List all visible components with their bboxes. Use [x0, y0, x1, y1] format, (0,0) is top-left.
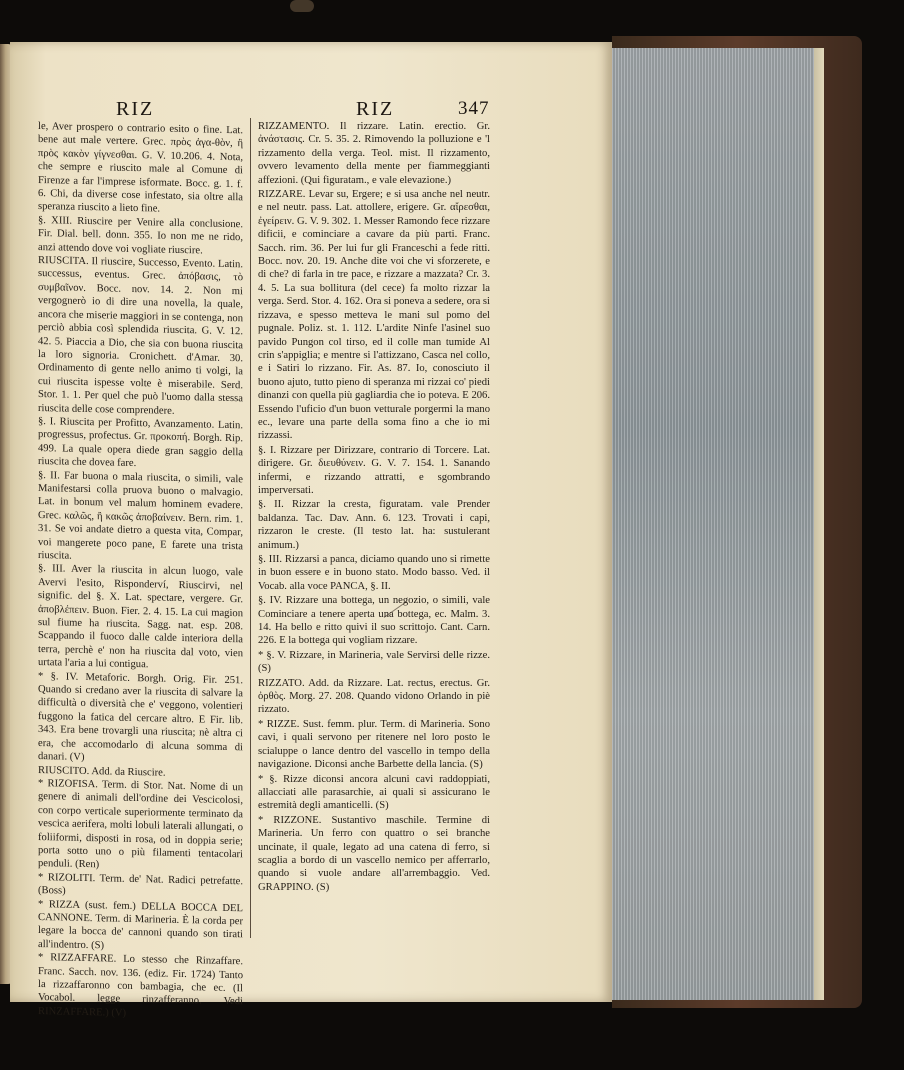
entry-paragraph: §. II. Rizzar la cresta, figuratam. vale Prender baldanza. Tac. Dav. Ann. 6. 123. Trovati i capi, rizzaron le creste. (Il testo lat. ha: sustulerant animum.)	[258, 499, 490, 551]
entry-paragraph: * RIZZAFFARE. Lo stesso che Rinzaffare. Franc. Sacch. nov. 136. (ediz. Fir. 1724) Tanto la rizzaffaronno con bambagia, che ec. (Il Vocabol. legge rinzafferanno. Vedi RINZAFFARE.) (V)	[38, 952, 243, 1019]
running-head-right: RIZ	[356, 98, 395, 120]
entry-paragraph: RIZZARE. Levar su, Ergere; e si usa anche nel neutr. e nel neutr. pass. Lat. attollere, erigere. Gr. αἴρεσθαι, ἐγείρειν. G. V. 9. 302. 1. Messer Ramondo fece rizzare dificii, e cominciare a cavare da più parti. Franc. Sacch. rim. 36. Per lui fur gli Franceschi a fede ritti. Bocc. nov. 20. 19. Anche dite voi che vi sforzerete, e di che? di farla in tre pace, e rizzare a mazzata? Cr. 3. 4. 5. La sua bollitura (del cece) fa molto rizzar la verga. Serd. Stor. 4. 162. Ora si poneva a sedere, ora si rizzava, e spesso metteva le mani sul pomo del pugnale. Poliz. st. 1. 112. L'ardite Ninfe l'asinel suo pavido Pungon col tirso, ed il colle man tumide Al crin s'appiglia; e mentre si l'attizzano, Casca nel collo, e i Satiri lo rizzano. Fir. As. 87. Io, conosciuto il buono ajuto, tutto pieno di speranza mi rizzai co' piedi dinanzi con quella più gagliardia che io poteva. E 206. Essendo l'uficio d'un buon vetturale porgermi la mano ec., levare una parte della soma fino a che io mi rizzassi.	[258, 189, 490, 442]
entry-paragraph: §. III. Rizzarsi a panca, diciamo quando uno si rimette in buon essere e in buono stato. Modo basso. Ved. il Vocab. alla voce PANCA, §. II.	[258, 554, 490, 592]
entry-paragraph: RIZZAMENTO. Il rizzare. Latin. erectio. Gr. ἀνάστασις. Cr. 5. 35. 2. Rimovendo la polluzione e 'l rizzamento della verga. Teol. mist. Il rizzamento, ovvero levamento della mente per fiammeggianti affezioni. (Qui figuratam., e vale elevazione.)	[258, 121, 490, 186]
endpaper-strip	[814, 48, 824, 1000]
entry-paragraph: §. III. Aver la riuscita in alcun luogo, vale Avervi l'esito, Risponderví, Riuscirvi, nel signific. del §. X. Lat. spectare, vergere. Gr. ἀποβλέπειν. Buon. Fier. 2. 4. 15. La cui magion sul fiume ha riuscita. Sagg. nat. esp. 208. Scappando il fuoco dalle calde interiora della terra, perchè e' non ha riuscita dal voto, vien urtata l'aria a lui contigua.	[38, 563, 243, 671]
entry-paragraph: * RIZOLITI. Term. de' Nat. Radici petrefatte. (Boss)	[38, 871, 243, 897]
entry-paragraph: * §. IV. Metaforic. Borgh. Orig. Fir. 251. Quando si credano aver la riuscita di salvare la difficultà o diversità che e' veggono, volentieri fuggono la fatica del cercare altro. E Fir. lib. 343. Era bene trovargli una riuscita; nè altra ci era, che accomodarlo di alcuna somma di danari. (V)	[38, 670, 243, 764]
entry-paragraph: RIZZATO. Add. da Rizzare. Lat. rectus, erectus. Gr. ὀρθὸς. Morg. 27. 208. Quando vidono Orlando in piè rizzato.	[258, 677, 490, 716]
entry-paragraph: * RIZZA (sust. fem.) DELLA BOCCA DEL CANNONE. Term. di Marineria. È la corda per legare la bocca de' cannoni quando son tirati all'indentro. (S)	[38, 898, 243, 952]
page-number: 347	[458, 98, 490, 119]
entry-paragraph: * RIZZE. Sust. femm. plur. Term. di Marineria. Sono cavi, i quali servono per ritenere nel loro posto le scialuppe o lance dentro del vascello in tempo della navigazione. Diconsi anche Barbette della lancia. (S)	[258, 718, 490, 771]
running-head-left: RIZ	[116, 98, 155, 120]
clip-mark	[290, 0, 314, 12]
entry-paragraph: le, Aver prospero o contrario esito o fine. Lat. bene aut male vertere. Grec. πρὸς ἀγα-θὸν, ἢ πρὸς κακὸν γίγνεσθαι. G. V. 10.206. 4. Nota, che sempre e riuscito male al Comune di Firenze a far l'imprese isformate. Bocc. g. 1. f. 6. Chi, da diverse cose infestato, sia oltre alla speranza riuscito a lieto fine.	[38, 121, 243, 215]
entry-paragraph: * RIZZONE. Sustantivo maschile. Termine di Marineria. Un ferro con quattro o sei branche uncinate, il quale, legato ad una catena di ferro, si scaglia a bordo di un vascello nemico per afferrarlo, quando si vuole andare all'arrembaggio. Ved. GRAPPINO. (S)	[258, 814, 490, 893]
entry-paragraph: §. I. Rizzare per Dirizzare, contrario di Torcere. Lat. dirigere. Gr. διευθύνειν. G. V. 7. 154. 1. Sanando infermi, e rizzando attratti, e sgombrando imperversati.	[258, 444, 490, 496]
right-column	[258, 120, 490, 940]
left-column	[38, 120, 243, 1019]
page-fore-edge	[604, 48, 824, 1000]
entry-paragraph: * RIZOFISA. Term. di Stor. Nat. Nome di un genere di animali dell'ordine dei Vescicolosi, con corpo verticale superiormente terminato da vescica aerifera, molti lobuli laterali allungati, o foliiformi, disposti in rosa, od in doppia serie; porta sotto uno o più filamenti tentacolari penduli. (Ren)	[38, 777, 243, 871]
entry-paragraph: §. XIII. Riuscire per Venire alla conclusione. Fir. Dial. bell. donn. 355. Io non me ne rido, anzi attendo dove voi vogliate riuscire.	[38, 214, 243, 257]
column-rule	[250, 118, 251, 938]
entry-paragraph: §. I. Riuscita per Profitto, Avanzamento. Latin. progressus, profectus. Gr. προκοπή. Borgh. Rip. 499. La quale opera diede gran saggio della riuscita che dovea fare.	[38, 415, 243, 470]
entry-paragraph: §. IV. Rizzare una bottega, un negozio, o simili, vale Cominciare a tenere aperta una bottega, ec. Malm. 3. 14. Ha bello e ritto quivi il suo scrittojo. Cant. Carn. 226. E la bottega qui vogliam rizzare.	[258, 595, 490, 647]
entry-paragraph: §. II. Far buona o mala riuscita, o simili, vale Manifestarsi colla pruova buono o malvagio. Lat. in bonum vel malum hominem evadere. Grec. καλῶς, ἢ κακῶς ἀποβαίνειν. Bern. rim. 1. 31. Se voi andate dietro a questa vita, Compar, voi mangerete poco pane, E farete una trista riuscita.	[38, 469, 243, 562]
entry-paragraph: RIUSCITO. Add. da Riuscire.	[38, 764, 166, 779]
entry-paragraph: * §. Rizze diconsi ancora alcuni cavi raddoppiati, allacciati alle parasarchie, ai quali si assicurano le estremità degli amanticelli. (S)	[258, 773, 490, 812]
entry-paragraph: * §. V. Rizzare, in Marineria, vale Servirsi delle rizze. (S)	[258, 649, 490, 675]
entry-paragraph: RIUSCITA. Il riuscire, Successo, Evento. Latin. successus, eventus. Grec. ἀπόβασις, τὸ συμβαῖνον. Bocc. nov. 14. 2. Non mi vergognerò io di dire una novella, la quale, ancora che miserie maggiori in se contenga, non perciò abbia così splendida riuscita. G. V. 12. 42. 5. Piaccia a Dio, che sia con buona riuscita la loro signoria. Cronichett. d'Amar. 30. Ordinamento di gente nello animo ti volgi, la cui riuscita ispesse volte è miserabile. Serd. Stor. 1. 1. Per quel che può l'uomo dalla stessa riuscita delle cose comprendere.	[38, 255, 243, 417]
